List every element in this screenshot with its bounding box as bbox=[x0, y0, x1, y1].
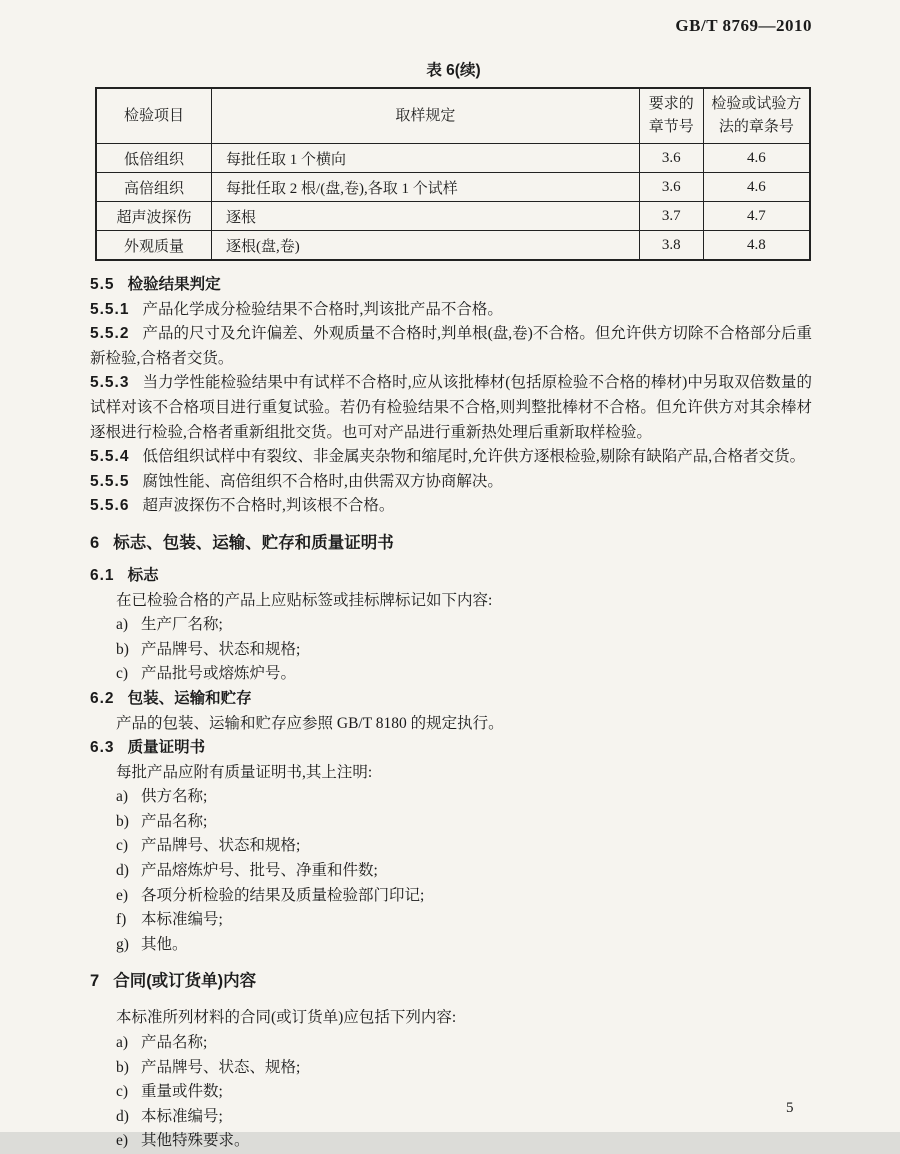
list-item bbox=[90, 1105, 812, 1130]
clause-text: 当力学性能检验结果中有试样不合格时,应从该批棒材(包括原检验不合格的棒材)中另取双倍数量的试样对该不合格项目进行重复试验。若仍有检验结果不合格,则判整批棒材不合格。但允许供方对其余棒材逐根进行检验,合格者重新组批交货。也可对产品进行重新热处理后重新取样检验。 bbox=[90, 374, 812, 441]
page-number: 5 bbox=[786, 1100, 794, 1116]
cell-method: 4.6 bbox=[703, 173, 810, 202]
spacer bbox=[90, 994, 812, 1006]
list-item bbox=[90, 834, 812, 859]
list-item-text: 生产厂名称; bbox=[141, 616, 223, 634]
table6-head bbox=[96, 88, 810, 144]
clause-number: 5.5.5 bbox=[90, 472, 130, 490]
list-item-label: b) bbox=[116, 640, 129, 658]
clause-6-1-heading bbox=[90, 564, 812, 589]
header-test-method-clause-line2: 法的章条号 bbox=[718, 119, 794, 135]
cell-sampling: 每批任取 2 根/(盘,卷),各取 1 个试样 bbox=[212, 173, 640, 202]
list-item bbox=[90, 859, 812, 884]
table-row bbox=[96, 202, 810, 231]
clause-number: 5.5.2 bbox=[90, 325, 130, 343]
table6-body bbox=[96, 144, 810, 261]
list-item-text: 产品牌号、状态和规格; bbox=[141, 837, 301, 855]
list-item-label: g) bbox=[116, 935, 129, 953]
header-required-clause bbox=[639, 88, 703, 144]
list-item bbox=[90, 638, 812, 663]
cell-method: 4.8 bbox=[703, 231, 810, 261]
header-inspection-item: 检验项目 bbox=[96, 88, 212, 144]
list-item-label: c) bbox=[116, 1083, 129, 1101]
document-body bbox=[90, 273, 812, 1154]
list-item-label: c) bbox=[116, 665, 129, 683]
list-item-text: 本标准编号; bbox=[141, 1107, 223, 1125]
clause-6-3-heading bbox=[90, 736, 812, 761]
clause-6-2-intro: 产品的包装、运输和贮存应参照 GB/T 8180 的规定执行。 bbox=[116, 714, 504, 732]
section-7-intro: 本标准所列材料的合同(或订货单)应包括下列内容: bbox=[116, 1009, 457, 1027]
clause-title: 质量证明书 bbox=[127, 739, 206, 757]
clause-number: 5.5.4 bbox=[90, 448, 130, 466]
list-item-label: e) bbox=[116, 886, 129, 904]
cell-method: 4.7 bbox=[703, 202, 810, 231]
list-item bbox=[90, 785, 812, 810]
table6-header-row bbox=[96, 88, 810, 144]
list-item bbox=[90, 810, 812, 835]
list-item-text: 重量或件数; bbox=[141, 1083, 223, 1101]
clause-number: 6.1 bbox=[90, 566, 115, 584]
table6-container bbox=[95, 58, 812, 261]
section-6-heading bbox=[90, 530, 812, 556]
list-item-label: a) bbox=[116, 616, 129, 634]
clause-6-2-heading bbox=[90, 687, 812, 712]
list-item bbox=[90, 1080, 812, 1105]
clause-5-5-3 bbox=[90, 371, 812, 445]
cell-req: 3.6 bbox=[639, 144, 703, 173]
list-item-label: f) bbox=[116, 911, 127, 929]
clause-number: 5.5.3 bbox=[90, 374, 130, 392]
list-item-text: 本标准编号; bbox=[141, 911, 223, 929]
list-item-label: e) bbox=[116, 1132, 129, 1150]
section-title: 合同(或订货单)内容 bbox=[113, 972, 257, 991]
cell-req: 3.6 bbox=[639, 173, 703, 202]
list-item-label: d) bbox=[116, 1107, 129, 1125]
cell-item: 高倍组织 bbox=[96, 173, 212, 202]
list-item-text: 产品牌号、状态、规格; bbox=[141, 1058, 301, 1076]
table-row bbox=[96, 144, 810, 173]
standard-code: GB/T 8769—2010 bbox=[675, 16, 812, 35]
table-row bbox=[96, 231, 810, 261]
clause-5-5-6 bbox=[90, 494, 812, 519]
cell-sampling: 每批任取 1 个横向 bbox=[212, 144, 640, 173]
cell-item: 外观质量 bbox=[96, 231, 212, 261]
header-test-method-clause-line1: 检验或试验方 bbox=[711, 96, 802, 112]
cell-sampling: 逐根(盘,卷) bbox=[212, 231, 640, 261]
section-7-heading bbox=[90, 968, 812, 994]
list-item bbox=[90, 884, 812, 909]
list-item bbox=[90, 662, 812, 687]
list-item-text: 其他特殊要求。 bbox=[141, 1132, 250, 1150]
section-number: 7 bbox=[90, 972, 101, 991]
clause-number: 5.5.1 bbox=[90, 300, 130, 318]
clause-5-5-5 bbox=[90, 470, 812, 495]
list-item-label: d) bbox=[116, 862, 129, 880]
clause-text: 低倍组织试样中有裂纹、非金属夹杂物和缩尾时,允许供方逐根检验,剔除有缺陷产品,合格者交货。 bbox=[142, 448, 806, 466]
clause-6-3-intro: 每批产品应附有质量证明书,其上注明: bbox=[116, 763, 373, 781]
clause-text: 超声波探伤不合格时,判该根不合格。 bbox=[142, 497, 395, 515]
list-item-text: 供方名称; bbox=[141, 788, 208, 806]
clause-title: 标志 bbox=[127, 566, 159, 584]
list-item-label: a) bbox=[116, 1034, 129, 1052]
list-item-text: 产品名称; bbox=[141, 812, 208, 830]
clause-6-1-intro: 在已检验合格的产品上应贴标签或挂标牌标记如下内容: bbox=[116, 591, 493, 609]
clause-title: 检验结果判定 bbox=[127, 276, 221, 293]
table-row bbox=[96, 173, 810, 202]
section-number: 6 bbox=[90, 533, 101, 552]
table6-title: 表 6(续) bbox=[426, 62, 481, 79]
cell-item: 超声波探伤 bbox=[96, 202, 212, 231]
clause-number: 5.5 bbox=[90, 276, 115, 293]
clause-5-5-4 bbox=[90, 445, 812, 470]
list-item-text: 产品名称; bbox=[141, 1034, 208, 1052]
clause-text: 腐蚀性能、高倍组织不合格时,由供需双方协商解决。 bbox=[142, 472, 503, 490]
header-required-clause-line1: 要求的 bbox=[648, 96, 694, 112]
header-test-method-clause bbox=[703, 88, 810, 144]
cell-req: 3.7 bbox=[639, 202, 703, 231]
table6 bbox=[95, 87, 811, 261]
list-item bbox=[90, 1129, 812, 1154]
header-required-clause-line2: 章节号 bbox=[648, 119, 694, 135]
list-item-text: 产品牌号、状态和规格; bbox=[141, 640, 301, 658]
header-sampling-rule: 取样规定 bbox=[212, 88, 640, 144]
clause-5-5-1 bbox=[90, 298, 812, 323]
list-item-label: a) bbox=[116, 788, 129, 806]
cell-item: 低倍组织 bbox=[96, 144, 212, 173]
list-item-text: 各项分析检验的结果及质量检验部门印记; bbox=[141, 886, 425, 904]
clause-number: 5.5.6 bbox=[90, 497, 130, 515]
list-item-label: b) bbox=[116, 1058, 129, 1076]
list-item-label: b) bbox=[116, 812, 129, 830]
cell-sampling: 逐根 bbox=[212, 202, 640, 231]
list-item bbox=[90, 908, 812, 933]
list-item-text: 产品熔炼炉号、批号、净重和件数; bbox=[141, 862, 378, 880]
list-item bbox=[90, 1031, 812, 1056]
list-item-text: 其他。 bbox=[141, 935, 188, 953]
cell-req: 3.8 bbox=[639, 231, 703, 261]
cell-method: 4.6 bbox=[703, 144, 810, 173]
clause-number: 6.2 bbox=[90, 689, 115, 707]
clause-5-5-2 bbox=[90, 322, 812, 371]
clause-number: 6.3 bbox=[90, 739, 115, 757]
list-item bbox=[90, 933, 812, 958]
clause-5-5-heading bbox=[90, 273, 812, 298]
list-item-label: c) bbox=[116, 837, 129, 855]
clause-text: 产品化学成分检验结果不合格时,判该批产品不合格。 bbox=[142, 300, 503, 318]
clause-title: 包装、运输和贮存 bbox=[127, 689, 252, 707]
list-item-text: 产品批号或熔炼炉号。 bbox=[141, 665, 297, 683]
list-item bbox=[90, 1056, 812, 1081]
clause-text: 产品的尺寸及允许偏差、外观质量不合格时,判单根(盘,卷)不合格。但允许供方切除不合格部分后重新检验,合格者交货。 bbox=[90, 325, 812, 367]
section-title: 标志、包装、运输、贮存和质量证明书 bbox=[113, 533, 394, 552]
list-item bbox=[90, 613, 812, 638]
